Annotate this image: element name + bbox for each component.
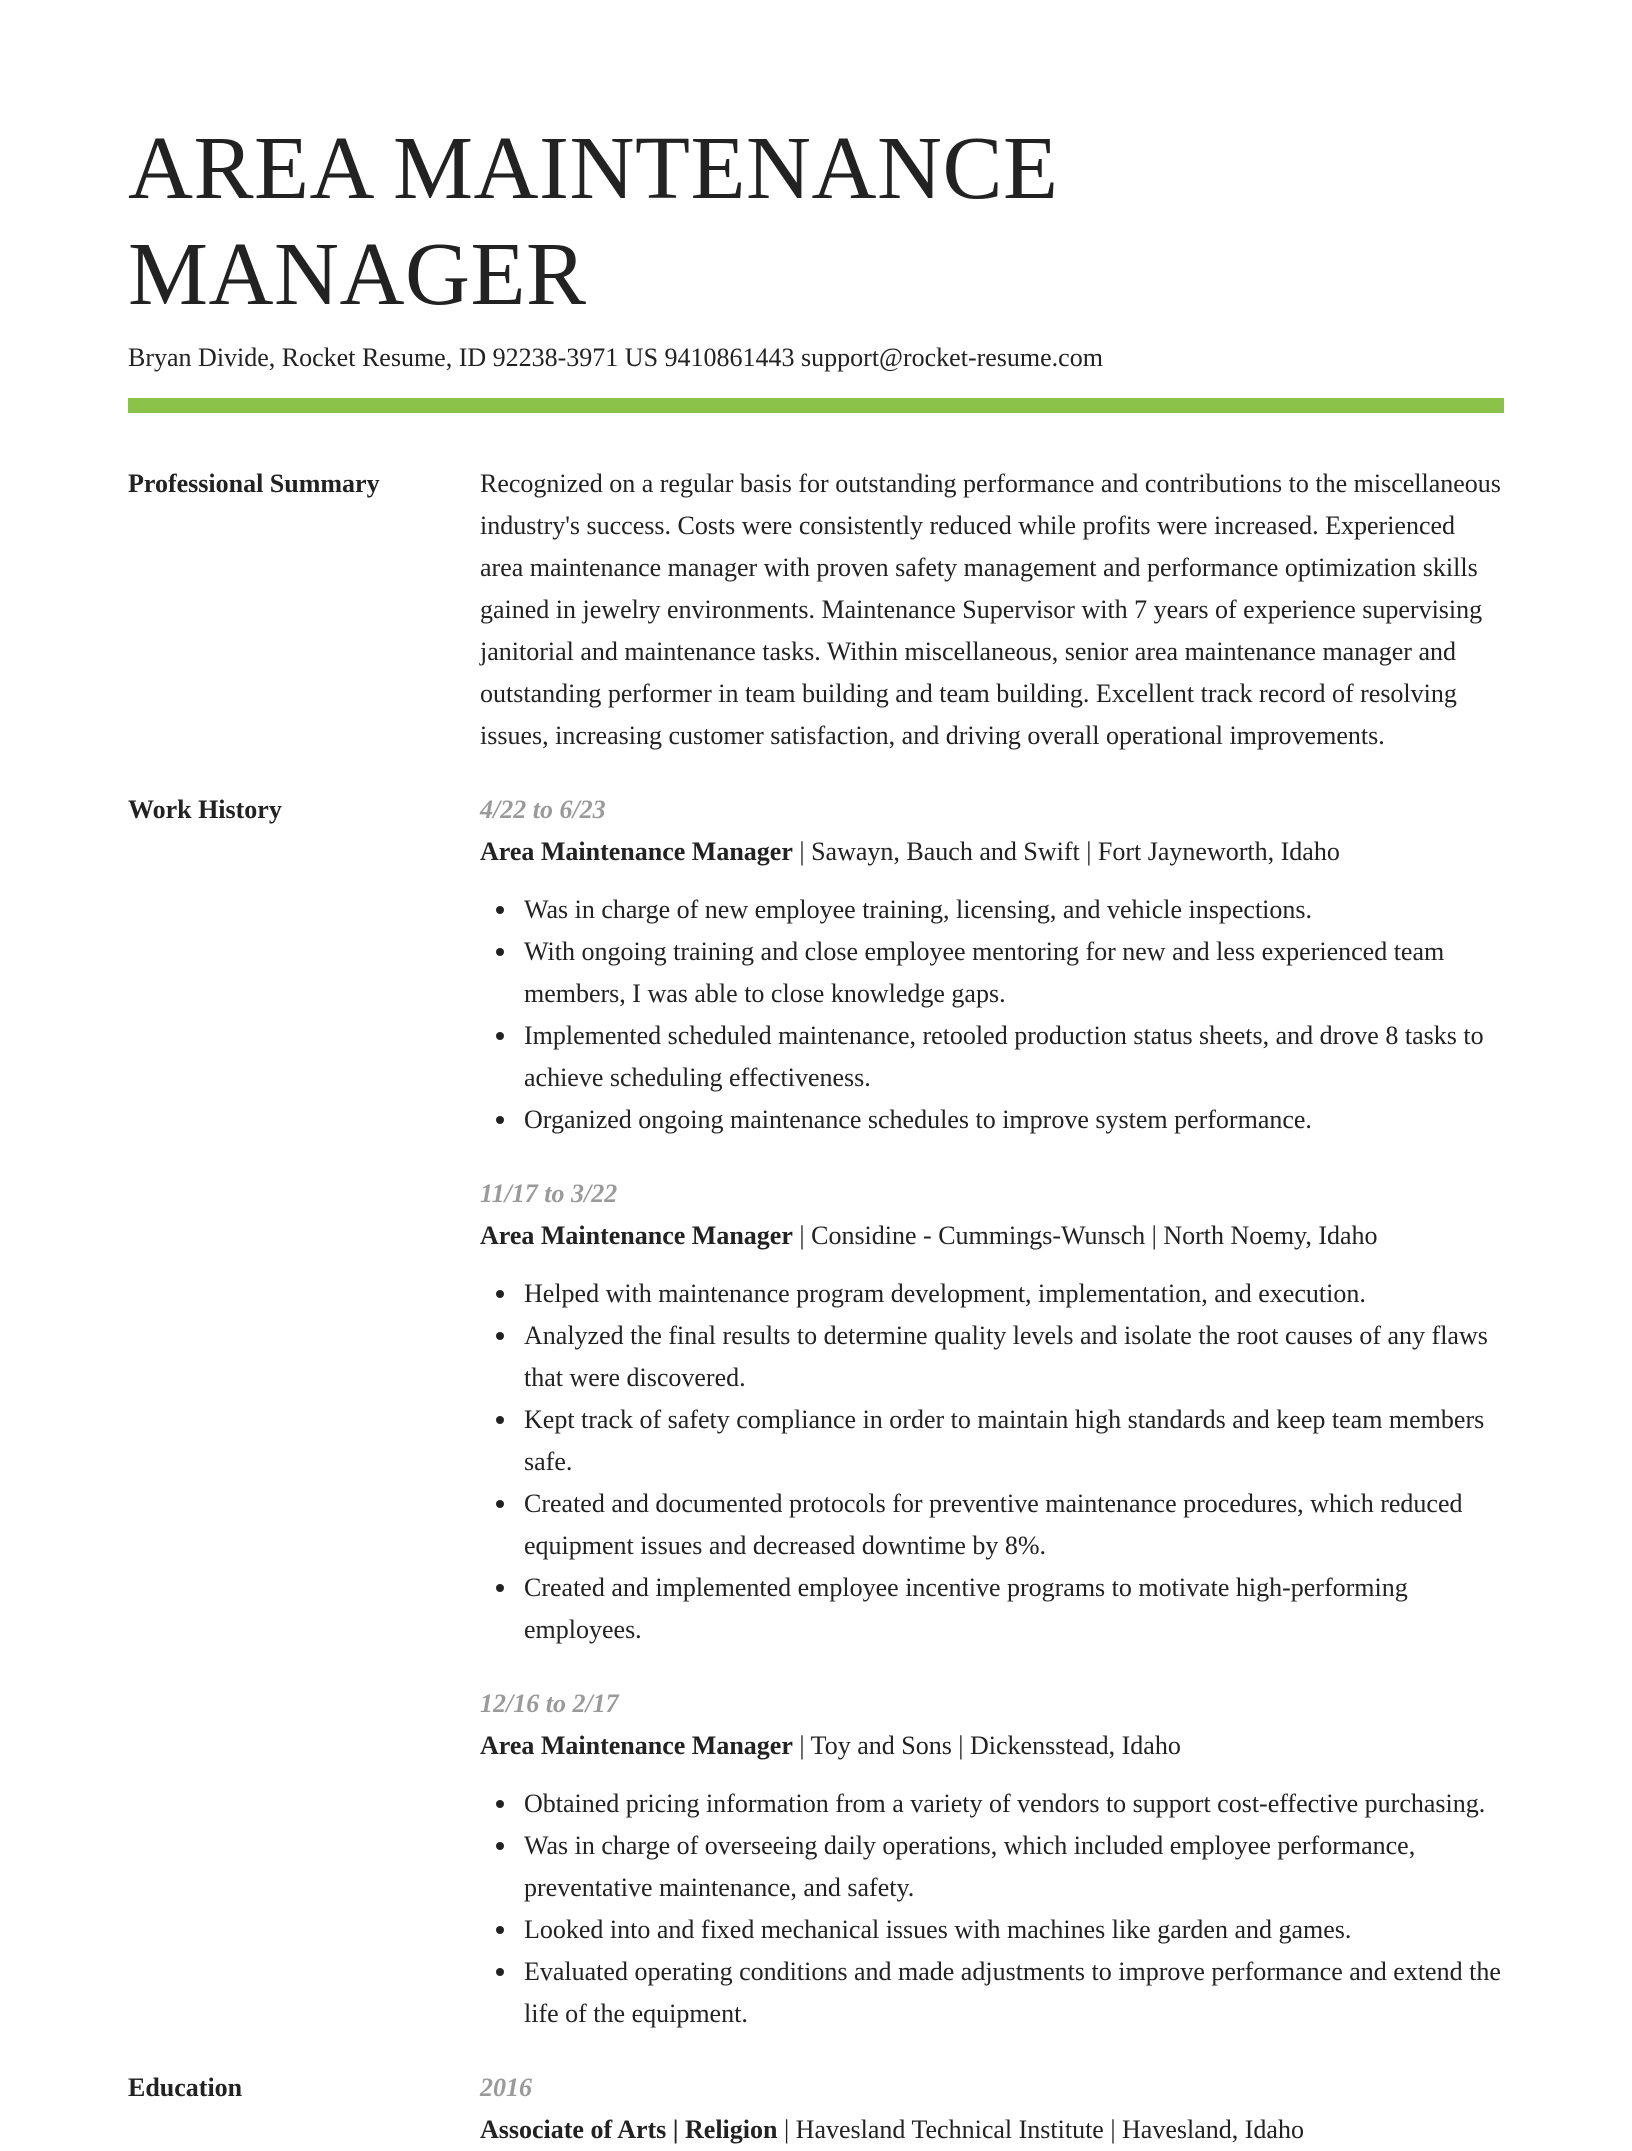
job-role: Area Maintenance Manager [480, 837, 793, 866]
job-bullet: Evaluated operating conditions and made adjustments to improve performance and extend the life of the equipment. [524, 1951, 1504, 2035]
accent-divider [128, 398, 1504, 413]
job-date: 4/22 to 6/23 [480, 795, 606, 824]
job-bullet: Was in charge of new employee training, licensing, and vehicle inspections. [524, 889, 1504, 931]
work-history-section [128, 789, 1504, 2035]
summary-text: Recognized on a regular basis for outstanding performance and contributions to the miscellaneous industry's success. Costs were consistently reduced while profits were increased. Experienced area maintenance manager with proven safety management and performance optimization skills gained in jewelry environments. Maintenance Supervisor with 7 years of experience supervising janitorial and maintenance tasks. Within miscellaneous, senior area maintenance manager and outstanding performer in team building and team building. Excellent track record of resolving issues, increasing customer satisfaction, and driving overall operational improvements. [480, 469, 1501, 750]
job-bullet: Helped with maintenance program development, implementation, and execution. [524, 1273, 1504, 1315]
job-bullet: Organized ongoing maintenance schedules to improve system performance. [524, 1099, 1504, 1141]
job-title-line [480, 1215, 1504, 1257]
job-bullet-list [480, 1273, 1504, 1651]
job-role: Area Maintenance Manager [480, 1731, 793, 1760]
job-date: 11/17 to 3/22 [480, 1179, 618, 1208]
contact-line: Bryan Divide, Rocket Resume, ID 92238-3971 US 9410861443 support@rocket-resume.com [128, 343, 1103, 372]
education-degree-line [480, 2109, 1504, 2151]
education-heading: Education [128, 2073, 243, 2102]
job-bullet-list [480, 889, 1504, 1141]
resume-title: AREA MAINTENANCE MANAGER [128, 119, 1059, 324]
job-bullet: Was in charge of overseeing daily operations, which included employee performance, preventative maintenance, and safety. [524, 1825, 1504, 1909]
work-history-heading: Work History [128, 795, 282, 824]
job-bullet: Implemented scheduled maintenance, retooled production status sheets, and drove 8 tasks to achieve scheduling effectiveness. [524, 1015, 1504, 1099]
job-bullet: Created and documented protocols for preventive maintenance procedures, which reduced equipment issues and decreased downtime by 8%. [524, 1483, 1504, 1567]
education-date: 2016 [480, 2073, 532, 2102]
job-title-line [480, 1725, 1504, 1767]
job-bullet: With ongoing training and close employee mentoring for new and less experienced team members, I was able to close knowledge gaps. [524, 931, 1504, 1015]
job-bullet: Kept track of safety compliance in order to maintain high standards and keep team members safe. [524, 1399, 1504, 1483]
summary-section [128, 463, 1504, 757]
job-entry [480, 789, 1504, 1141]
job-entry [480, 1173, 1504, 1651]
job-bullet: Created and implemented employee incentive programs to motivate high-performing employees. [524, 1567, 1504, 1651]
education-section [128, 2067, 1504, 2151]
job-date: 12/16 to 2/17 [480, 1689, 619, 1718]
job-employer-location: | Considine - Cummings-Wunsch | North Noemy, Idaho [792, 1221, 1378, 1250]
work-history-list [480, 789, 1504, 2035]
resume-page [128, 116, 1504, 2151]
job-title-line [480, 831, 1504, 873]
education-school-location: | Havesland Technical Institute | Havesland, Idaho [777, 2115, 1304, 2144]
job-entry [480, 1683, 1504, 2035]
education-degree: Associate of Arts | Religion [480, 2115, 778, 2144]
job-role: Area Maintenance Manager [480, 1221, 793, 1250]
job-bullet: Analyzed the final results to determine quality levels and isolate the root causes of any flaws that were discovered. [524, 1315, 1504, 1399]
job-bullet: Looked into and fixed mechanical issues with machines like garden and games. [524, 1909, 1504, 1951]
summary-heading: Professional Summary [128, 469, 380, 498]
job-bullet: Obtained pricing information from a variety of vendors to support cost-effective purchasing. [524, 1783, 1504, 1825]
education-entry [480, 2067, 1504, 2151]
job-employer-location: | Sawayn, Bauch and Swift | Fort Jayneworth, Idaho [792, 837, 1340, 866]
job-bullet-list [480, 1783, 1504, 2035]
job-employer-location: | Toy and Sons | Dickensstead, Idaho [792, 1731, 1181, 1760]
